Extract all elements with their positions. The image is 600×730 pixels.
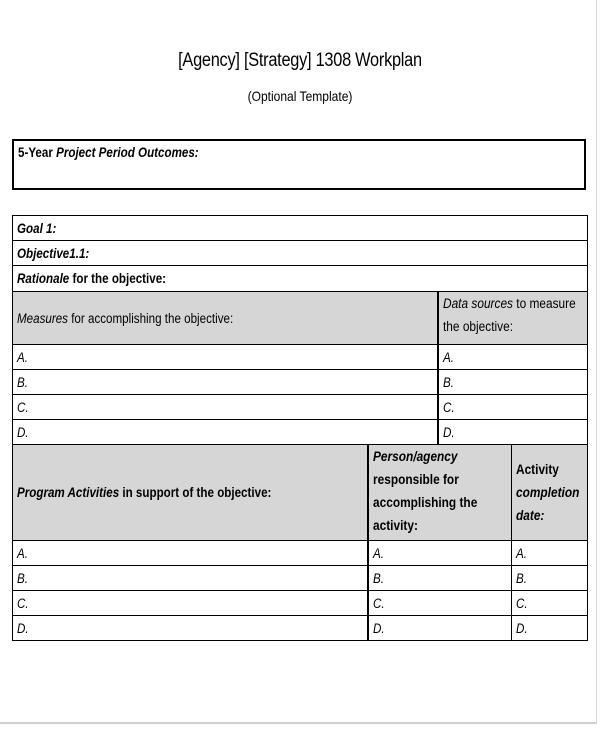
document-subtitle: (Optional Template)	[247, 88, 353, 104]
activities-row	[13, 591, 588, 616]
outcomes-label-italic: Project Period Outcomes:	[56, 145, 199, 160]
person-cell[interactable]	[368, 541, 512, 566]
measure-label: D.	[17, 424, 29, 440]
workplan-table	[12, 215, 588, 641]
objective-row	[13, 241, 588, 266]
activity-cell[interactable]	[13, 591, 368, 616]
rationale-row	[13, 266, 588, 292]
datasource-label: A.	[442, 349, 454, 365]
objective-cell[interactable]	[13, 241, 588, 266]
measure-cell[interactable]	[13, 370, 438, 395]
person-label: A.	[372, 545, 384, 561]
person-cell[interactable]	[368, 566, 512, 591]
rationale-italic: Rationale	[17, 271, 70, 286]
person-label: B.	[372, 570, 384, 586]
measures-row	[13, 370, 588, 395]
activities-row	[13, 566, 588, 591]
measures-header-italic: Measures	[17, 310, 68, 326]
datasource-cell[interactable]	[438, 420, 588, 445]
activity-label: A.	[17, 545, 28, 561]
outcomes-box[interactable]	[12, 139, 586, 190]
person-cell[interactable]	[368, 616, 512, 641]
datasources-header-rest: to measure the objective:	[442, 296, 576, 334]
goal-label: Goal 1:	[17, 220, 57, 236]
person-header-italic: Person/agency	[372, 449, 458, 464]
date-header	[516, 458, 583, 527]
measures-row	[13, 420, 588, 445]
rationale-cell[interactable]	[13, 266, 588, 292]
datasource-cell[interactable]	[438, 370, 588, 395]
date-label: C.	[516, 595, 528, 611]
document-title: [Agency] [Strategy] 1308 Workplan	[178, 50, 422, 71]
date-header-cell	[512, 445, 588, 541]
person-header-rest: responsible for accomplishing the activity:	[372, 472, 477, 533]
measures-header-rest: for accomplishing the objective:	[67, 310, 234, 326]
goal-row	[13, 216, 588, 241]
activities-header-cell	[13, 445, 368, 541]
activity-label: B.	[17, 570, 28, 586]
goal-cell[interactable]	[13, 216, 588, 241]
measures-row	[13, 345, 588, 370]
rationale-rest: for the objective:	[69, 271, 167, 286]
date-cell[interactable]	[512, 616, 588, 641]
datasource-label: D.	[442, 424, 455, 440]
datasource-label: C.	[442, 399, 455, 415]
activities-row	[13, 541, 588, 566]
activity-cell[interactable]	[13, 616, 368, 641]
measure-label: B.	[17, 374, 28, 390]
activities-row	[13, 616, 588, 641]
activity-cell[interactable]	[13, 541, 368, 566]
person-header	[373, 445, 508, 537]
measure-cell[interactable]	[13, 345, 438, 370]
datasources-header	[443, 292, 584, 338]
measures-header-row	[13, 292, 588, 345]
datasource-cell[interactable]	[438, 395, 588, 420]
person-label: D.	[372, 620, 385, 636]
activities-header-italic: Program Activities	[17, 485, 120, 500]
person-cell[interactable]	[368, 591, 512, 616]
person-label: C.	[372, 595, 385, 611]
measures-header	[17, 311, 233, 326]
measures-row	[13, 395, 588, 420]
datasources-header-italic: Data sources	[442, 296, 513, 311]
date-cell[interactable]	[512, 566, 588, 591]
measure-cell[interactable]	[13, 395, 438, 420]
date-header-plain: Activity	[516, 462, 559, 477]
date-label: A.	[516, 545, 527, 561]
measure-label: C.	[17, 399, 29, 415]
date-label: D.	[516, 620, 528, 636]
outcomes-label	[18, 145, 199, 160]
outcomes-label-plain: 5-Year	[18, 145, 57, 160]
datasources-header-cell	[438, 292, 588, 345]
datasource-label: B.	[442, 374, 454, 390]
person-header-cell	[368, 445, 512, 541]
rationale-label	[17, 271, 166, 286]
activities-header-row	[13, 445, 588, 541]
measure-cell[interactable]	[13, 420, 438, 445]
measures-header-cell	[13, 292, 438, 345]
datasource-cell[interactable]	[438, 345, 588, 370]
activity-cell[interactable]	[13, 566, 368, 591]
activities-header	[17, 485, 271, 500]
activities-header-rest: in support of the objective:	[119, 485, 272, 500]
date-cell[interactable]	[512, 541, 588, 566]
date-label: B.	[516, 570, 527, 586]
date-cell[interactable]	[512, 591, 588, 616]
date-header-italic: completion date:	[516, 485, 580, 523]
objective-label: Objective1.1:	[17, 245, 90, 261]
activity-label: C.	[17, 595, 29, 611]
activity-label: D.	[17, 620, 29, 636]
measure-label: A.	[17, 349, 28, 365]
